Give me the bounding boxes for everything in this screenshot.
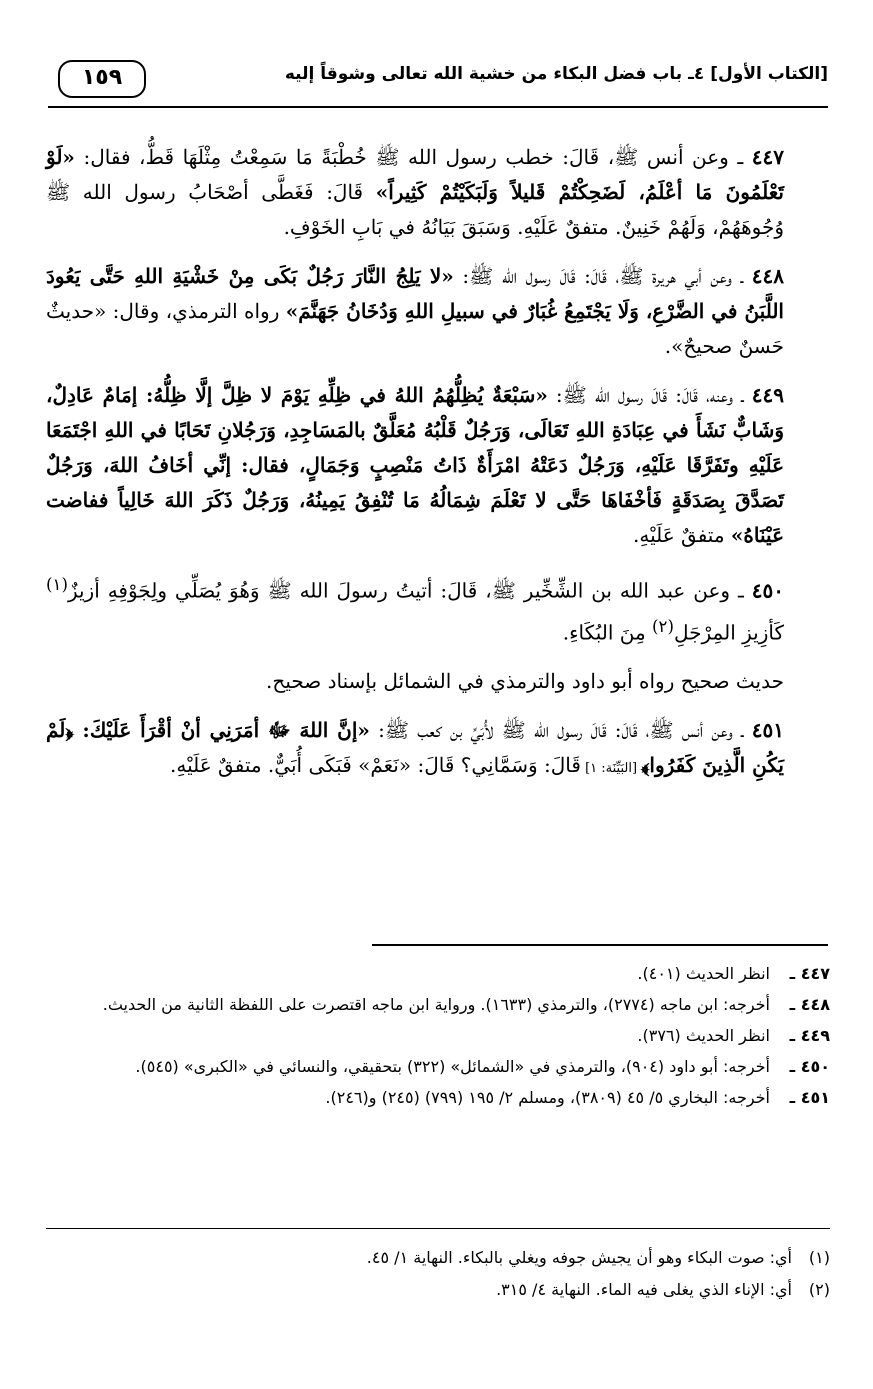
hadith-number: ٤٥٠ <box>751 578 784 603</box>
page-header <box>48 58 828 98</box>
reference-number: ٤٥١ ـ <box>789 1088 830 1107</box>
ayah-reference: [البَيِّنَة: ١] <box>580 761 642 777</box>
note-number: (٢) <box>808 1280 830 1299</box>
hadith-intro: ـ وعن أنس ﷺ، قَالَ: قَالَ رسول الله ﷺ لأُبَيِّ بن كعب ﷺ: <box>369 718 752 743</box>
hadith-448 <box>46 259 830 364</box>
reference-text: انظر الحديث (٤٠١). <box>637 964 770 983</box>
hadith-matn: «إنَّ اللهَ ﷻ أمَرَنِي أنْ أقْرَأَ عَلَيْكَ: ﴿لَمْ يَكُنِ الَّذِينَ كَفَرُوا﴾ <box>46 718 784 778</box>
hadith-outro: قَالَ: وَسَمَّانِي؟ قَالَ: «نَعَمْ» فَبَكَى أُبَيٌّ. متفقٌ عَلَيْهِ. <box>170 753 581 778</box>
reference-number: ٤٤٨ ـ <box>789 995 830 1014</box>
hadith-outro: قَالَ: فَغَطَّى أصْحَابُ رسول الله ﷺ وُجُوهَهُمْ، وَلَهُمْ خَنِينٌ. متفقٌ عَلَيْهِ. وَسَبَقَ بَيَانُهُ في بَابِ الخَوْفِ. <box>46 180 784 239</box>
reference-item <box>46 1082 830 1113</box>
reference-item <box>46 1051 830 1082</box>
note-number: (١) <box>808 1248 830 1267</box>
main-text <box>46 140 830 800</box>
reference-item <box>46 989 830 1020</box>
notes-section <box>46 1242 830 1306</box>
hadith-matn: «سَبْعَةٌ يُظِلُّهُمُ اللهُ في ظِلِّهِ يَوْمَ لا ظِلَّ إلَّا ظِلُّهُ: إمَامٌ عَادِلٌ، وَشَابٌّ نَشَأَ في عِبَادَةِ اللهِ تَعَالَى، وَرَجُلٌ قَلْبُهُ مُعَلَّقٌ بالمَسَاجِدِ، وَرَجُلانِ تَحَابًا في اللهِ اجْتَمَعَا عَلَيْهِ وتَفَرَّقَا عَلَيْهِ، وَرَجُلٌ دَعَتْهُ امْرَأَةٌ ذَاتُ مَنْصِبٍ وَجَمَالٍ، فقال: إنِّي أخَافُ اللهَ، وَرَجُلٌ تَصَدَّقَ بِصَدَقَةٍ فَأخْفَاهَا حَتَّى لا تَعْلَمَ شِمَالُهُ مَا تُنْفِقُ يَمِينُهُ، وَرَجُلٌ ذَكَرَ اللهَ خَالِياً ففاضت عَيْنَاهُ» <box>46 383 784 547</box>
hadith-447 <box>46 140 830 245</box>
hadith-outro: مِنَ البُكَاءِ. <box>562 620 653 645</box>
reference-number: ٤٤٩ ـ <box>789 1026 830 1045</box>
reference-item <box>46 1020 830 1051</box>
hadith-number: ٤٥١ <box>751 718 784 743</box>
reference-text: أخرجه: البخاري ٥/ ٤٥ (٣٨٠٩)، ومسلم ٢/ ١٩٥ (٧٩٩) (٢٤٥) و(٢٤٦). <box>325 1088 770 1107</box>
references-section <box>46 958 830 1113</box>
running-title: [الكتاب الأول] ٤ـ باب فضل البكاء من خشية الله تعالى وشوقاً إليه <box>284 64 828 84</box>
hadith-intro: ـ وعن أبي هريرة ﷺ، قَالَ: قَالَ رسول الله ﷺ: <box>453 264 752 288</box>
reference-number: ٤٤٧ ـ <box>789 964 830 983</box>
reference-text: أخرجه: ابن ماجه (٢٧٧٤)، والترمذي (١٦٣٣). ورواية ابن ماجه اقتصرت على اللفظة الثانية من الحديث. <box>102 995 770 1014</box>
hadith-451 <box>46 713 830 786</box>
hadith-intro: ـ وعنه، قَالَ: قَالَ رسول الله ﷺ: <box>547 383 752 407</box>
reference-text: انظر الحديث (٣٧٦). <box>637 1026 770 1045</box>
hadith-number: ٤٤٧ <box>751 145 784 169</box>
note-text: أي: صوت البكاء وهو أن يجيش جوفه ويغلي بالبكاء. النهاية ١/ ٤٥. <box>366 1248 792 1267</box>
reference-item <box>46 958 830 989</box>
notes-divider <box>46 1228 830 1229</box>
note-item <box>46 1274 830 1306</box>
hadith-outro: متفقٌ عَلَيْهِ. <box>632 523 731 547</box>
hadith-intro: ـ وعن عبد الله بن الشِّخِّير ﷺ، قَالَ: أتيتُ رسولَ الله ﷺ وَهُوَ يُصَلِّي ولِجَوْفِهِ أزيزٌ <box>67 578 752 603</box>
hadith-mid: كَأزِيزِ المِرْجَلِ <box>674 620 784 645</box>
hadith-matn: «لا يَلِجُ النَّارَ رَجُلٌ بَكَى مِنْ خَشْيَةِ اللهِ حَتَّى يَعُودَ اللَّبَنُ في الضَّرْعِ، وَلَا يَجْتَمِعُ غُبَارٌ في سبيلِ اللهِ وَدُخَانُ جَهَنَّمَ» <box>46 264 784 323</box>
header-divider <box>48 106 828 108</box>
hadith-matn: «لَوْ تَعْلَمُونَ مَا أعْلَمُ، لَضَحِكْتُمْ قَليلاً وَلَبَكَيْتُمْ كَثِيراً» <box>46 145 784 204</box>
footnote-marker: (١) <box>46 575 68 594</box>
reference-text: أخرجه: أبو داود (٩٠٤)، والترمذي في «الشمائل» (٣٢٢) بتحقيقي، والنسائي في «الكبرى» (٥٤٥). <box>135 1057 770 1076</box>
hadith-outro: رواه الترمذي، وقال: «حديثٌ حَسنٌ صحيحٌ». <box>46 299 784 358</box>
note-item <box>46 1242 830 1274</box>
hadith-intro: ـ وعن أنس ﷺ، قَالَ: خطب رسول الله ﷺ خُطْبَةً مَا سَمِعْتُ مِثْلَهَا قَطُّ، فقال: <box>74 145 752 169</box>
hadith-number: ٤٤٩ <box>751 383 784 407</box>
page-number: ١٥٩ <box>58 60 146 98</box>
references-divider <box>372 944 828 946</box>
reference-number: ٤٥٠ ـ <box>789 1057 830 1076</box>
note-text: أي: الإناء الذي يغلى فيه الماء. النهاية ٤/ ٣١٥. <box>496 1280 792 1299</box>
hadith-450 <box>46 567 830 650</box>
hadith-grading: حديث صحيح رواه أبو داود والترمذي في الشمائل بإسناد صحيح. <box>266 669 784 694</box>
hadith-number: ٤٤٨ <box>751 264 784 288</box>
footnote-marker: (٢) <box>652 616 674 636</box>
hadith-449 <box>46 378 830 553</box>
